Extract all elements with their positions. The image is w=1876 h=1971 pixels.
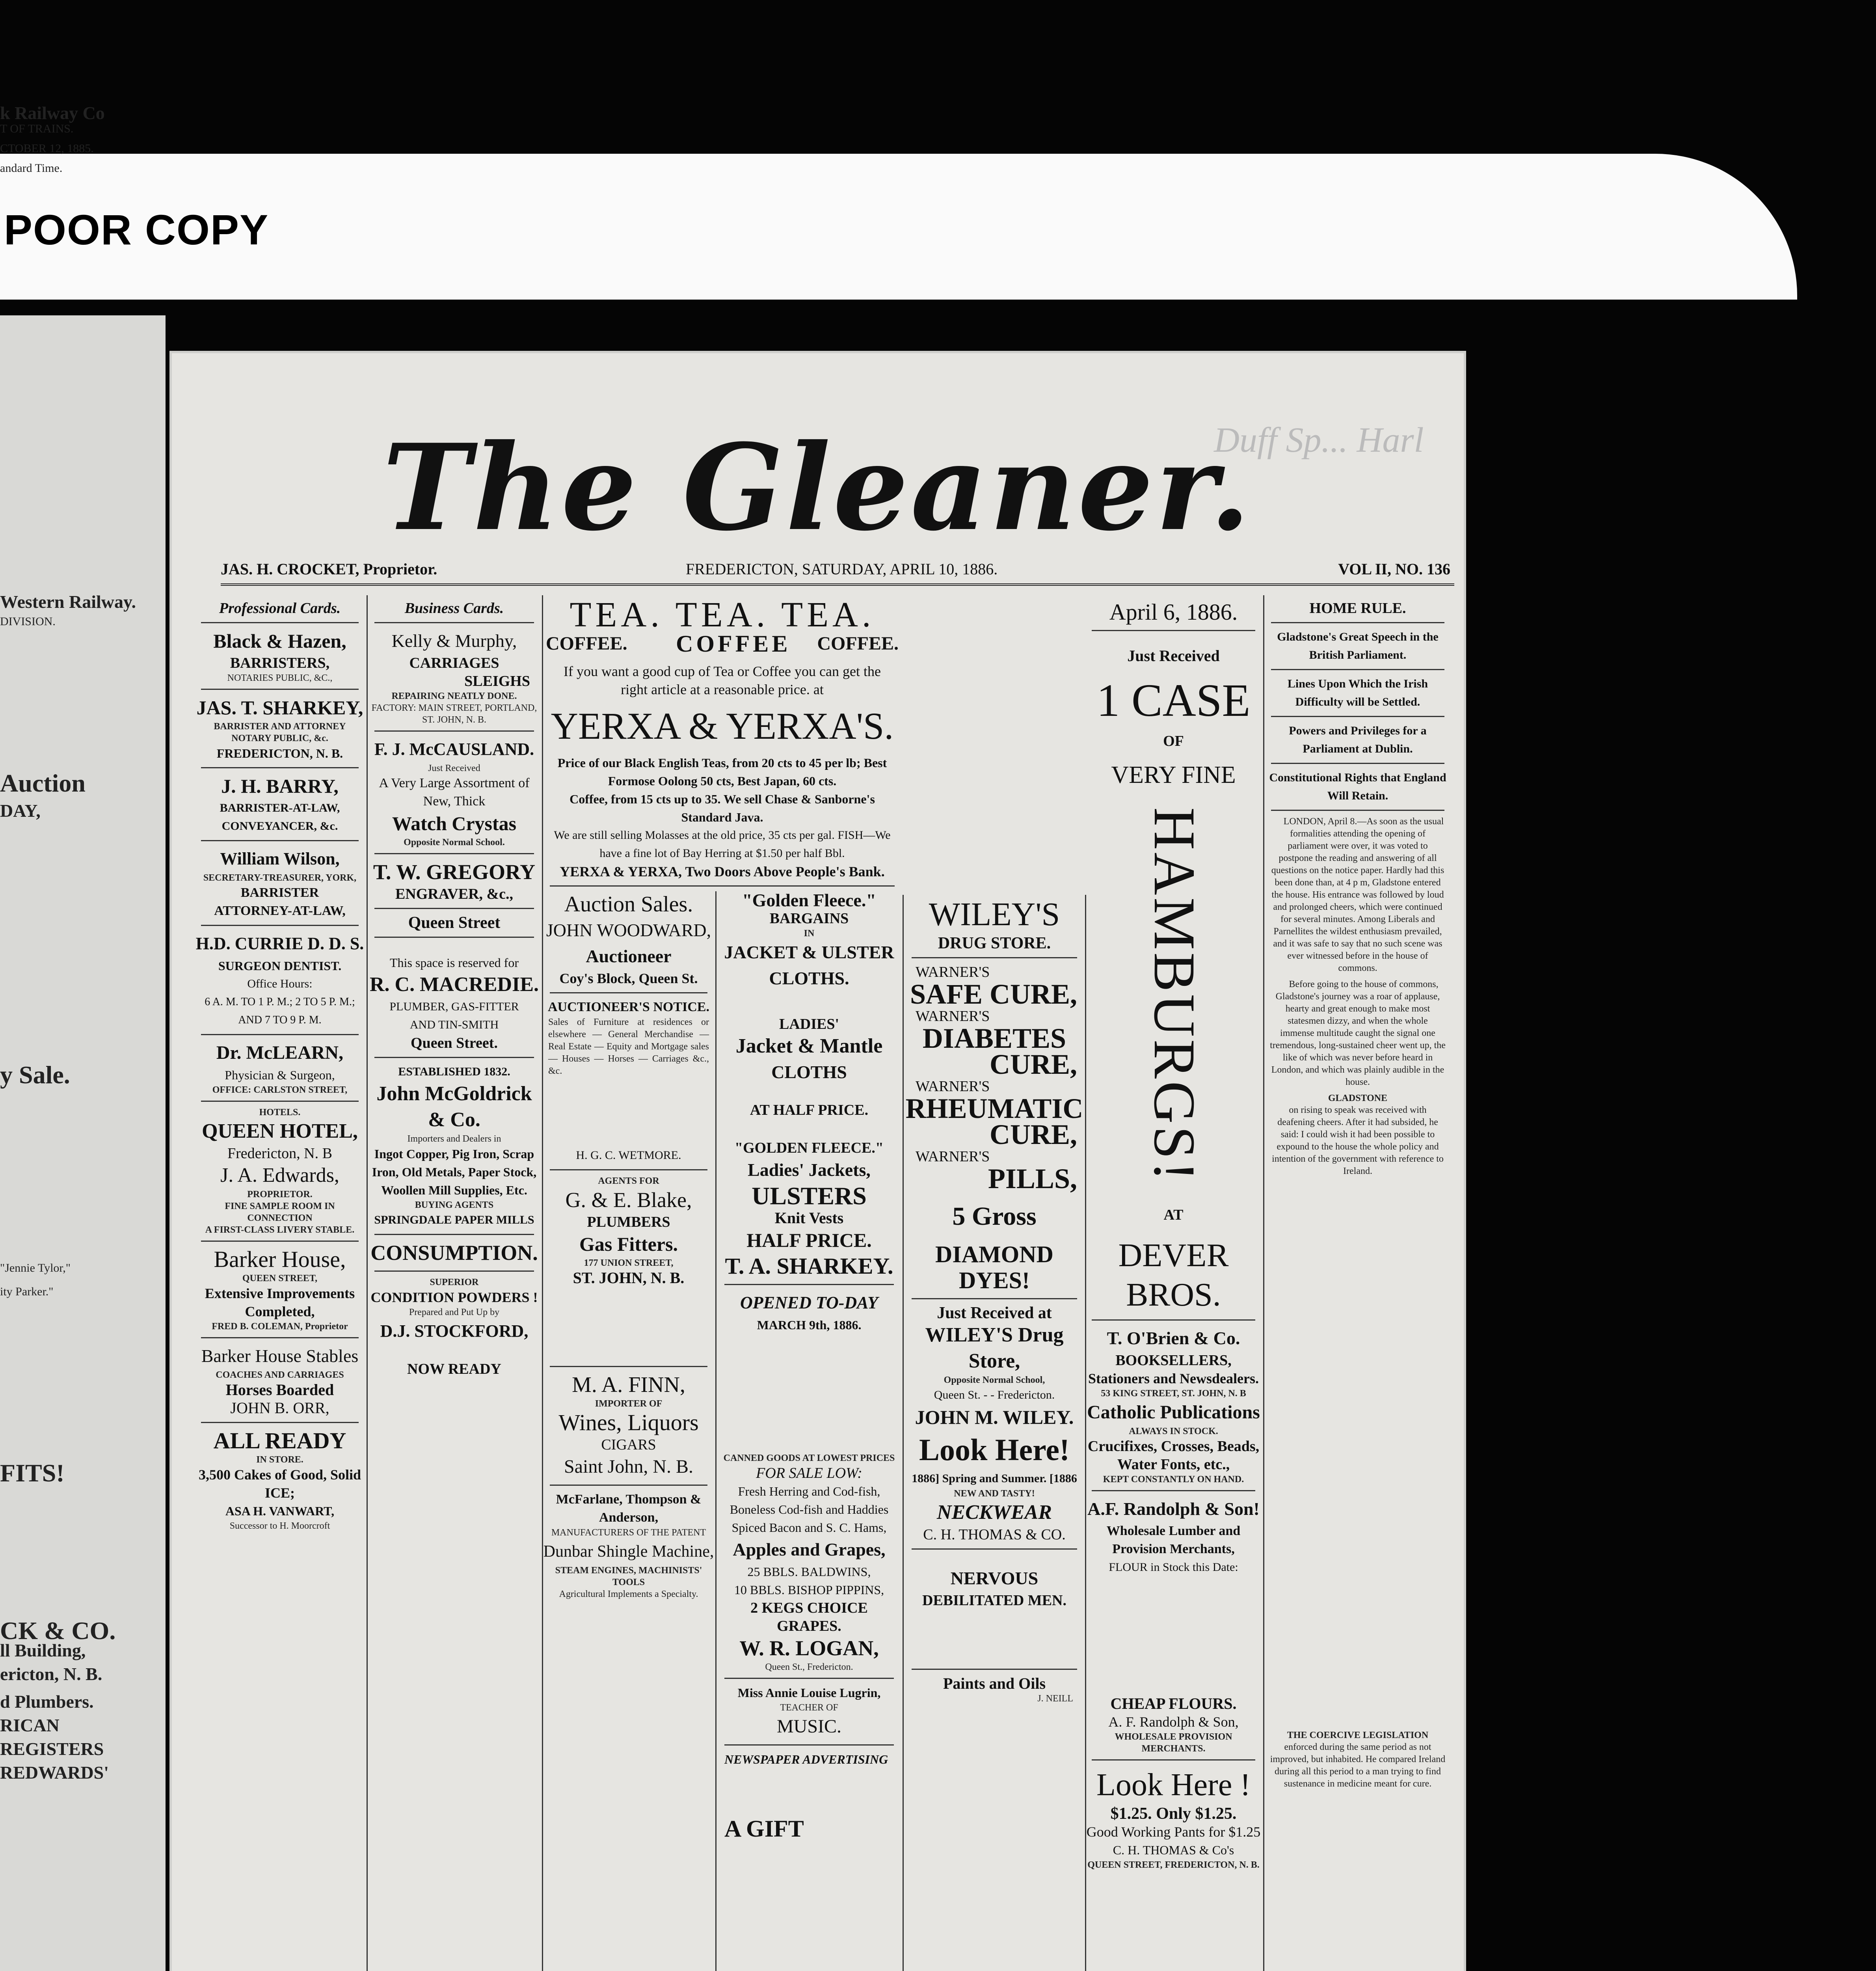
canned-goods: CANNED GOODS AT LOWEST PRICES: [723, 1453, 895, 1463]
queen-street-label: Queen Street: [408, 914, 501, 932]
mcgoldrick-co: & Co.: [428, 1108, 480, 1131]
prepared-label: Prepared and Put Up by: [409, 1307, 500, 1317]
woodward-name: JOHN WOODWARD,: [546, 920, 711, 940]
obrien-title: T. O'Brien & Co.: [1107, 1328, 1240, 1348]
golden-fleece-2: "GOLDEN FLEECE.": [735, 1140, 884, 1156]
horses-boarded: Horses Boarded: [225, 1381, 334, 1399]
choice-grapes: 2 KEGS CHOICE GRAPES.: [750, 1600, 868, 1634]
neckwear-label: NECKWEAR: [937, 1501, 1052, 1524]
ingot-list: Ingot Copper, Pig Iron, Scrap Iron, Old Metals, Paper Stock, Woollen Mill Supplies, Etc.: [372, 1147, 537, 1197]
column-golden-fleece: [717, 891, 902, 1971]
half-price-label: AT HALF PRICE.: [750, 1102, 869, 1118]
flour-in-stock: FLOUR in Stock this Date:: [1109, 1561, 1238, 1574]
newspaper-advertising: NEWSPAPER ADVERTISING: [724, 1752, 888, 1766]
tea-prices: Price of our Black English Teas, from 20 cts to 45 per lb; Best Formose Oolong 50 cts, Best Japan, 60 cts.: [557, 756, 887, 788]
assortment-text: A Very Large Assortment of New, Thick: [379, 776, 530, 809]
molasses-text: We are still selling Molasses at the old price, 35 cts per gal. FISH—We have a fine lot of Bay Herring at $1.50 per half Bbl.: [554, 829, 891, 860]
cigars-label: CIGARS: [601, 1436, 656, 1453]
booksellers-label: BOOKSELLERS,: [1115, 1352, 1232, 1369]
barristers-label: BARRISTERS,: [230, 655, 330, 671]
issue-date: FREDERICTON, SATURDAY, APRIL 10, 1886.: [686, 560, 998, 578]
hotels-header: HOTELS.: [259, 1107, 301, 1118]
wines-liquors: Wines, Liquors: [558, 1410, 699, 1435]
queen-hotel-title: QUEEN HOTEL,: [202, 1120, 358, 1142]
wileys-drug-store-2: WILEY'S Drug Store,: [925, 1324, 1064, 1372]
st-john-label: ST. JOHN, N. B.: [573, 1269, 685, 1287]
john-wiley: JOHN M. WILEY.: [915, 1406, 1074, 1428]
coys-block: Coy's Block, Queen St.: [559, 971, 698, 986]
barry-subtitle: BARRISTER-AT-LAW,: [220, 801, 340, 814]
hamburgs-rotated-block: [1084, 788, 1263, 1198]
knit-vests: Knit Vests: [774, 1209, 844, 1227]
adjacent-page-line: CTOBER 12, 1885.: [0, 142, 94, 155]
buying-agents: BUYING AGENTS: [415, 1200, 494, 1210]
jacket-mantle: Jacket & Mantle: [735, 1035, 883, 1057]
auctioneers-notice: AUCTIONEER'S NOTICE.: [548, 1000, 709, 1014]
coffee-right: COFFEE.: [817, 633, 899, 654]
barry-subtitle-2: CONVEYANCER, &c.: [221, 820, 338, 833]
paints-oils: Paints and Oils: [943, 1675, 1046, 1692]
livery-note: A FIRST-CLASS LIVERY STABLE.: [205, 1225, 355, 1235]
plumber-label: PLUMBER, GAS-FITTER: [389, 1000, 519, 1013]
nervous-label: NERVOUS: [950, 1568, 1038, 1588]
queen-street-label-2: Queen Street.: [411, 1035, 498, 1051]
mclearn-title: Dr. McLEARN,: [216, 1042, 344, 1063]
watch-crystals: Watch Crystas: [392, 812, 517, 835]
masthead-title: The Gleaner.: [382, 418, 1253, 557]
headline-4: Constitutional Rights that England Will Retain.: [1269, 771, 1446, 802]
ulsters-label: ULSTERS: [752, 1182, 867, 1210]
headline-2: Lines Upon Which the Irish Difficulty will be Settled.: [1287, 677, 1428, 708]
gregory-title: T. W. GREGORY: [373, 860, 536, 884]
look-here: Look Here!: [919, 1433, 1070, 1467]
cure-label: CURE,: [989, 1049, 1077, 1080]
ice-cakes: 3,500 Cakes of Good, Solid ICE;: [198, 1467, 361, 1501]
handwritten-annotation: Duff Sp... Harl: [1214, 421, 1424, 460]
wholesale-lumber: Wholesale Lumber and Provision Merchants,: [1106, 1524, 1241, 1556]
randolph-title: A.F. Randolph & Son!: [1087, 1499, 1260, 1519]
mccausland-title: F. J. McCAUSLAND.: [374, 740, 534, 759]
coffee-center: COFFEE: [676, 631, 791, 657]
ladies-jackets: Ladies' Jackets,: [748, 1160, 871, 1180]
coleman-proprietor: FRED B. COLEMAN, Proprietor: [212, 1321, 348, 1332]
just-received-at: Just Received at: [937, 1304, 1052, 1322]
adjacent-page-line: Western Railway.: [0, 592, 136, 612]
office-hours-times: 6 A. M. TO 1 P. M.; 2 TO 5 P. M.; AND 7 TO 9 P. M.: [205, 996, 355, 1026]
article-paragraph-4: enforced during the same period as not improved, but inhabited. He compared Ireland during all this period to a man trying to find sustenance in medicine meant for cure.: [1270, 1742, 1446, 1789]
established-label: ESTABLISHED 1832.: [398, 1065, 510, 1078]
coffee-left: COFFEE.: [546, 633, 627, 654]
reserved-space: This space is reserved for: [390, 956, 519, 970]
hamburgs-headline: HAMBURGS!: [1142, 807, 1207, 1184]
orr-name: JOHN B. ORR,: [230, 1399, 329, 1417]
of-label: OF: [1163, 733, 1184, 749]
march-date: MARCH 9th, 1886.: [757, 1318, 862, 1332]
cure-label-2: CURE,: [989, 1119, 1077, 1150]
barry-title: J. H. BARRY,: [221, 775, 339, 797]
kelly-murphy-title: Kelly & Murphy,: [391, 631, 517, 651]
condition-powders: CONDITION POWDERS !: [370, 1289, 538, 1305]
column-wileys-drug-store: [903, 895, 1086, 1971]
coaches-label: COACHES AND CARRIAGES: [216, 1370, 344, 1380]
column-business-cards: [367, 595, 543, 1971]
just-received-label: Just Received: [428, 763, 480, 773]
yerxa-title: YERXA & YERXA'S.: [551, 705, 894, 747]
factory-address: FACTORY: MAIN STREET, PORTLAND, ST. JOHN, N. B.: [371, 703, 537, 725]
notaries-label: NOTARIES PUBLIC, &C.,: [227, 673, 333, 683]
cheap-flours: CHEAP FLOURS.: [1110, 1695, 1237, 1712]
column-header: Business Cards.: [404, 600, 504, 617]
article-paragraph-2: Before going to the house of commons, Gladstone's journey was a roar of applause, hearty and great enough to make most statesmen dizzy, and when the whole immense multitude caught the signal one tremendous, long-sustained cheer went up, the like of which was never before heard in London, and which was plainly audible in the house.: [1270, 979, 1446, 1087]
coercive-subhead: THE COERCIVE LEGISLATION: [1287, 1730, 1429, 1740]
adjacent-page-line: d Plumbers.: [0, 1692, 94, 1712]
very-fine: VERY FINE: [1111, 762, 1236, 788]
jacket-ulster: JACKET & ULSTER: [724, 942, 894, 962]
warners-label-1: WARNER'S: [916, 964, 990, 980]
stockford-name: D.J. STOCKFORD,: [380, 1321, 529, 1341]
headline-3: Powers and Privileges for a Parliament at Dublin.: [1289, 724, 1427, 755]
thomas-cos: C. H. THOMAS & Co's: [1113, 1843, 1234, 1857]
home-rule-title: HOME RULE.: [1309, 600, 1406, 617]
pippins: 10 BBLS. BISHOP PIPPINS,: [734, 1583, 884, 1597]
importer-label: IMPORTER OF: [595, 1399, 663, 1409]
stationers-label: Stationers and Newsdealers.: [1088, 1371, 1259, 1386]
half-price-label-2: HALF PRICE.: [746, 1229, 872, 1251]
lugrin-name: Miss Annie Louise Lugrin,: [737, 1686, 881, 1700]
tinsmith-label: AND TIN-SMITH: [409, 1018, 499, 1031]
springdale-mills: SPRINGDALE PAPER MILLS: [374, 1213, 534, 1226]
adjacent-page-line: REGISTERS: [0, 1739, 104, 1759]
mclearn-subtitle: Physician & Surgeon,: [225, 1068, 335, 1082]
good-cup-text: If you want a good cup of Tea or Coffee you can get the right article at a reasonable price. at: [564, 663, 881, 697]
in-label: IN: [804, 928, 815, 939]
working-pants: Good Working Pants for $1.25: [1086, 1824, 1261, 1840]
barker-stables-title: Barker House Stables: [201, 1346, 359, 1366]
music-label: MUSIC.: [776, 1716, 842, 1737]
cloths-label: CLOTHS.: [769, 968, 849, 988]
wetmore-name: H. G. C. WETMORE.: [576, 1149, 681, 1162]
coffee-prices: Coffee, from 15 cts up to 35. We sell Chase & Sanborne's Standard Java.: [570, 792, 875, 824]
sharkey-subtitle-2: NOTARY PUBLIC, &c.: [231, 733, 328, 743]
importers-label: Importers and Dealers in: [407, 1134, 501, 1144]
look-here-2: Look Here !: [1096, 1768, 1251, 1802]
auction-ads-subcolumn: Auction Sales. JOHN WOODWARD, Auctioneer Coy's Block, Queen St. AUCTIONEER'S NOTICE. Sales of Furniture at residences or elsewhere — General Merchandise — Real Estate — Equity and Mortgage sales — Houses — Horses — Carriages &c., &c. H. G. C. WETMORE. AGENTS FOR G. & E. Blake, PLUMBERS Gas Fitters. 177 UNION STREET, ST. JOHN, N. B. M. A. FINN, IMPORTER OF Wines, Liquors CIGARS Saint John, N. B. McFarlane, Thompson & Anderson, MANUFACTURERS OF THE PATENT Dunbar Shingle Machine, STEAM ENGINES, MACHINISTS' TOOLS Agricultural Implements a Specialty.: [542, 891, 717, 1971]
dunbar-machine: Dunbar Shingle Machine,: [543, 1543, 714, 1561]
column-professional-cards: [193, 595, 368, 1971]
queen-hotel-subtitle: Fredericton, N. B: [227, 1145, 332, 1162]
in-store-label: IN STORE.: [256, 1455, 303, 1465]
adjacent-page-line: DAY,: [0, 801, 41, 821]
cloths-label-2: CLOTHS: [771, 1062, 847, 1082]
proprietor-label: PROPRIETOR.: [247, 1189, 313, 1200]
pills-label: PILLS,: [988, 1163, 1077, 1194]
tea-headline: TEA. TEA. TEA.: [570, 595, 875, 634]
adjacent-page-line: y Sale.: [0, 1061, 70, 1089]
kept-on-hand: KEPT CONSTANTLY ON HAND.: [1103, 1474, 1244, 1485]
herring-list: Fresh Herring and Cod-fish, Boneless Cod-fish and Haddies Spiced Bacon and S. C. Hams,: [730, 1484, 889, 1535]
catholic-publications: Catholic Publications: [1087, 1402, 1260, 1423]
date-header: April 6, 1886.: [1109, 599, 1238, 625]
logan-name: W. R. LOGAN,: [739, 1636, 879, 1660]
sleighs-label: SLEIGHS: [464, 673, 530, 689]
wileys-title: WILEY'S: [929, 896, 1060, 933]
wilson-subtitle-2: BARRISTER: [240, 885, 319, 900]
macredie-title: R. C. MACREDIE.: [370, 973, 539, 996]
mcfarlane-title: McFarlane, Thompson & Anderson,: [556, 1492, 702, 1525]
vanwart-successor: Successor to H. Moorcroft: [229, 1521, 330, 1531]
safe-cure: SAFE CURE,: [910, 978, 1077, 1010]
neill-signature: J. NEILL: [1037, 1693, 1073, 1704]
diabetes-label: DIABETES: [922, 1023, 1066, 1054]
edwards-name: J. A. Edwards,: [220, 1164, 339, 1187]
adjacent-page-line: REDWARDS': [0, 1762, 109, 1783]
barker-street: QUEEN STREET,: [242, 1273, 318, 1284]
adjacent-page-line: CK & CO.: [0, 1617, 116, 1645]
one-case: 1 CASE: [1096, 674, 1251, 726]
column-header: Professional Cards.: [219, 600, 341, 617]
sample-room-note: FINE SAMPLE ROOM IN CONNECTION: [225, 1201, 335, 1223]
superior-label: SUPERIOR: [430, 1277, 479, 1287]
baldwins: 25 BBLS. BALDWINS,: [747, 1565, 871, 1579]
king-street-address: 53 KING STREET, ST. JOHN, N. B: [1101, 1388, 1246, 1399]
union-street: 177 UNION STREET,: [584, 1258, 674, 1268]
warners-label-3: WARNER'S: [916, 1078, 990, 1095]
steam-engines: STEAM ENGINES, MACHINISTS' TOOLS: [555, 1565, 702, 1587]
always-in-stock: ALWAYS IN STOCK.: [1129, 1426, 1218, 1436]
adjacent-page-line: k Railway Co: [0, 103, 105, 123]
adjacent-page-line: "Jennie Tylor,": [0, 1261, 71, 1274]
plumbers-label: PLUMBERS: [587, 1214, 670, 1230]
extensive-improvements: Extensive Improvements: [205, 1285, 355, 1301]
warners-label-4: WARNER'S: [916, 1148, 990, 1165]
blake-title: G. & E. Blake,: [565, 1188, 692, 1212]
black-hazen-title: Black & Hazen,: [213, 630, 346, 652]
queen-st-fredericton: Queen St. - - Fredericton.: [934, 1388, 1055, 1401]
crucifixes-list: Crucifixes, Crosses, Beads, Water Fonts, etc.,: [1087, 1438, 1260, 1473]
queen-street-fredericton: QUEEN STREET, FREDERICTON, N. B.: [1087, 1860, 1260, 1870]
newspaper-page: [169, 351, 1466, 1971]
barker-house-title: Barker House,: [214, 1246, 346, 1272]
adjacent-page-line: T OF TRAINS.: [0, 122, 74, 135]
repairing-label: REPAIRING NEATLY DONE.: [391, 691, 517, 701]
thomas-co: C. H. THOMAS & CO.: [923, 1526, 1066, 1543]
adjacent-page-line: Auction: [0, 769, 86, 797]
column-home-rule: [1263, 595, 1452, 1971]
adjacent-page-line: andard Time.: [0, 162, 63, 175]
apples-grapes: Apples and Grapes,: [733, 1539, 886, 1559]
spring-summer: 1886] Spring and Summer. [1886: [912, 1472, 1077, 1485]
dateline: [221, 556, 1454, 586]
at-label: AT: [1163, 1207, 1184, 1223]
sharkey-name: T. A. SHARKEY.: [725, 1253, 893, 1279]
just-received: Just Received: [1127, 647, 1220, 665]
adjacent-page-line: DIVISION.: [0, 615, 56, 628]
sharkey-title: JAS. T. SHARKEY,: [196, 697, 363, 719]
ladies-label: LADIES': [779, 1016, 839, 1032]
poor-copy-label: POOR COPY: [4, 206, 269, 253]
bargains-label: BARGAINS: [769, 910, 849, 927]
mclearn-office: OFFICE: CARLSTON STREET,: [212, 1085, 348, 1095]
all-ready-title: ALL READY: [213, 1428, 346, 1453]
completed-label: Completed,: [245, 1304, 315, 1319]
five-gross: 5 Gross: [952, 1202, 1037, 1231]
article-paragraph-3: on rising to speak was received with deafening cheers. After it had subsided, he said: I could wish it had been possible to expound to the house the whole policy and intention of the government with reference to Ireland.: [1272, 1105, 1444, 1176]
drug-store-label: DRUG STORE.: [938, 934, 1051, 952]
article-paragraph-1: LONDON, April 8.—As soon as the usual formalities attending the opening of parliament were over, it was voted to postpone the reading and answering of all questions on the notice paper. Hardly had this been done than, at 4 p m, Gladstone entered the house. His entrance was followed by loud and prolonged cheers, which were continued for several minutes. Among Liberals and Parnellites the wildest enthusiasm prevailed, and it was safe to say that no such scene was ever witnessed before in the house of commons.: [1271, 816, 1444, 973]
agricultural-implements: Agricultural Implements a Specialty.: [559, 1589, 698, 1599]
gladstone-subhead: GLADSTONE: [1328, 1093, 1388, 1103]
adjacent-page-line: RICAN: [0, 1715, 60, 1735]
auction-sales-title: Auction Sales.: [564, 892, 693, 917]
saint-john-label: Saint John, N. B.: [564, 1456, 694, 1477]
consumption-title: CONSUMPTION.: [370, 1241, 538, 1265]
wilson-subtitle-3: ATTORNEY-AT-LAW,: [214, 904, 346, 918]
pants-price: $1.25. Only $1.25.: [1110, 1805, 1237, 1823]
agents-label: AGENTS FOR: [598, 1176, 659, 1186]
adjacent-page-line: ity Parker.": [0, 1285, 54, 1298]
currie-subtitle: SURGEON DENTIST.: [218, 959, 342, 973]
manufacturers-label: MANUFACTURERS OF THE PATENT: [551, 1528, 706, 1538]
adjacent-page-line: FITS!: [0, 1459, 65, 1487]
warners-label-2: WARNER'S: [916, 1008, 990, 1025]
adjacent-page-line: ll Building,: [0, 1640, 86, 1660]
wilson-subtitle: SECRETARY-TREASURER, YORK,: [203, 873, 357, 883]
gas-fitters: Gas Fitters.: [579, 1233, 678, 1255]
currie-title: H.D. CURRIE D. D. S.: [195, 934, 364, 953]
fredericton-label: FREDERICTON, N. B.: [216, 746, 343, 760]
logan-address: Queen St., Fredericton.: [765, 1662, 853, 1672]
debilitated-men: DEBILITATED MEN.: [922, 1592, 1066, 1609]
teacher-label: TEACHER OF: [780, 1703, 838, 1713]
dever-bros: DEVER BROS.: [1118, 1237, 1229, 1313]
proprietor: JAS. H. CROCKET, Proprietor.: [221, 560, 437, 578]
volume-number: VOL II, NO. 136: [1338, 560, 1450, 578]
mcgoldrick-title: John McGoldrick: [376, 1082, 532, 1105]
column-hamburgs: [1084, 595, 1264, 1971]
for-sale-low: FOR SALE LOW:: [756, 1465, 862, 1481]
gift-label: A GIFT: [724, 1816, 804, 1842]
opposite-label: Opposite Normal School,: [944, 1375, 1045, 1385]
headline-1: Gladstone's Great Speech in the British Parliament.: [1277, 630, 1439, 661]
opposite-normal-school: Opposite Normal School.: [404, 837, 505, 848]
office-hours-label: Office Hours:: [247, 977, 313, 990]
yerxa-location: YERXA & YERXA, Two Doors Above People's Bank.: [560, 864, 885, 879]
auctioneer-label: Auctioneer: [586, 946, 672, 966]
provision-merchants: WHOLESALE PROVISION MERCHANTS.: [1115, 1732, 1232, 1754]
engraver-label: ENGRAVER, &c.,: [395, 886, 514, 902]
finn-title: M. A. FINN,: [572, 1373, 685, 1397]
vanwart-name: ASA H. VANWART,: [225, 1504, 335, 1518]
diamond-dyes: DIAMOND DYES!: [935, 1241, 1053, 1293]
adjacent-page-line: ericton, N. B.: [0, 1664, 102, 1684]
column-tea-coffee: [542, 595, 903, 1971]
opened-today: OPENED TO-DAY: [740, 1293, 878, 1312]
new-and-tasty: NEW AND TASTY!: [954, 1488, 1035, 1499]
wilson-title: William Wilson,: [220, 849, 340, 868]
now-ready: NOW READY: [407, 1361, 501, 1377]
carriages-label: CARRIAGES: [409, 655, 499, 671]
golden-fleece-title: "Golden Fleece.": [742, 890, 876, 910]
sharkey-subtitle: BARRISTER AND ATTORNEY: [214, 721, 346, 732]
randolph-2: A. F. Randolph & Son,: [1108, 1714, 1239, 1730]
rheumatic-label: RHEUMATIC: [905, 1093, 1083, 1124]
